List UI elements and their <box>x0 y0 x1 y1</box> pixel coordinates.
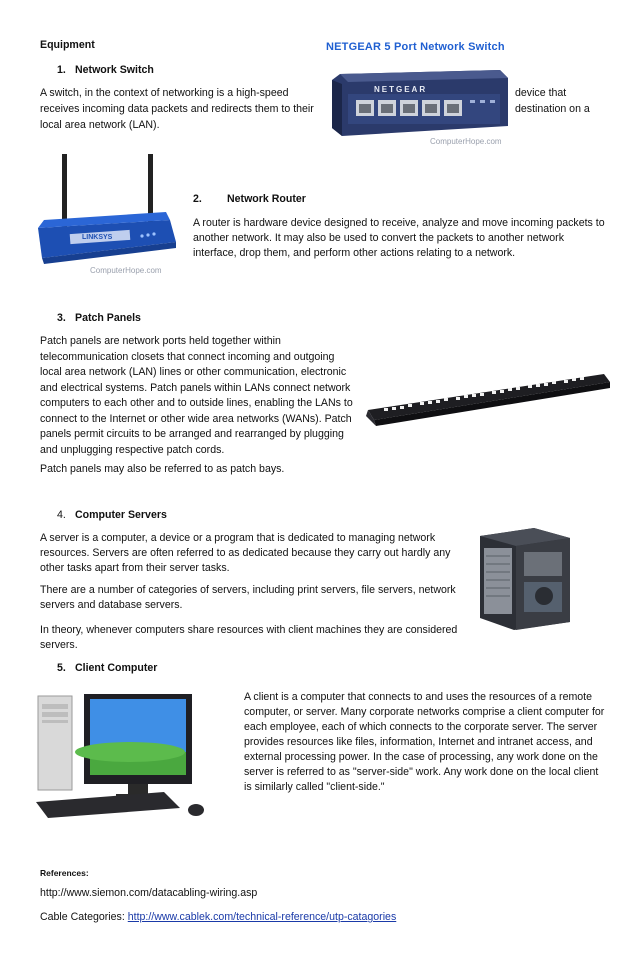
server-tower-illustration <box>474 526 574 631</box>
network-router-image <box>30 150 180 275</box>
switch-text-right-1: device that <box>515 87 567 99</box>
patch-description: Patch panels are network ports held together within telecommunication closets that connect incoming and outgoing local area network (LAN) lines or other communication, electronic and electrical systems. Patch panels within LANs connect network computers to each other and to outside lines, enabling the LANs to connect to the Internet or other wide area networks (WANs). Patch panels permit circuits to be arranged and rearranged by plugging and unplugging respective patch cords. <box>40 335 353 456</box>
client-computer-image <box>30 690 230 820</box>
router-description: A router is hardware device designed to receive, analyze and move incoming packets to another network. It may also be used to convert the packets to another network interface, drop them, and perform other actions relating to a network. <box>193 217 605 259</box>
section-router-title: Network Router <box>227 193 306 205</box>
reference-line-2-prefix: Cable Categories: <box>40 911 128 923</box>
switch-text-right-2: destination on a <box>515 103 590 115</box>
cable-categories-link[interactable]: http://www.cablek.com/technical-reference/utp-catagories <box>127 911 397 923</box>
patch-panel-illustration <box>364 368 614 428</box>
switch-text-line-2: receives incoming data packets and redirects them to their <box>40 103 314 115</box>
router-device-illustration <box>30 150 180 275</box>
desktop-computer-illustration <box>30 690 230 820</box>
reference-line-2 <box>40 910 396 925</box>
section-client-title: Client Computer <box>75 662 158 674</box>
section-switch-number: 1. <box>57 64 66 76</box>
switch-text-line-3: local area network (LAN). <box>40 119 160 131</box>
switch-brand-label: NETGEAR <box>374 85 428 94</box>
section-servers-title: Computer Servers <box>75 509 167 521</box>
network-switch-image <box>322 38 512 148</box>
section-patch-number: 3. <box>57 312 66 324</box>
server-image <box>474 526 574 631</box>
router-watermark: ComputerHope.com <box>90 266 162 275</box>
switch-watermark: ComputerHope.com <box>430 137 502 146</box>
switch-image-caption: NETGEAR 5 Port Network Switch <box>326 41 505 53</box>
section-client-number: 5. <box>57 662 66 674</box>
section-router-number: 2. <box>193 193 202 205</box>
reference-line-1: http://www.siemon.com/datacabling-wiring.asp <box>40 887 258 899</box>
page-heading: Equipment <box>40 39 95 51</box>
router-brand-label: LINKSYS <box>82 234 113 241</box>
section-servers-number: 4. <box>57 509 66 521</box>
patch-description-2: Patch panels may also be referred to as patch bays. <box>40 463 285 475</box>
servers-description-2: There are a number of categories of servers, including print servers, file servers, network servers and database servers. <box>40 584 456 611</box>
references-label: References: <box>40 868 89 878</box>
servers-description-3: In theory, whenever computers share resources with client machines they are considered servers. <box>40 624 458 651</box>
servers-description: A server is a computer, a device or a program that is dedicated to managing network resources. Servers are often referred to as dedicated because they carry out hardly any other tasks apart from their server tasks. <box>40 532 451 574</box>
patch-panel-image <box>364 368 614 428</box>
client-description: A client is a computer that connects to and uses the resources of a remote computer, or server. Many corporate networks comprise a client computer for each employee, each of which connects to the corporate server. The server provides resources like files, information, Internet and intranet access, and external processing power. In the case of processing, any work done on the server is referred to as "server-side" work. Any work done on the local client is similarly called "client-side." <box>244 691 605 793</box>
section-switch-title: Network Switch <box>75 64 154 76</box>
switch-text-line-1: A switch, in the context of networking is a high-speed <box>40 87 289 99</box>
section-patch-title: Patch Panels <box>75 312 141 324</box>
